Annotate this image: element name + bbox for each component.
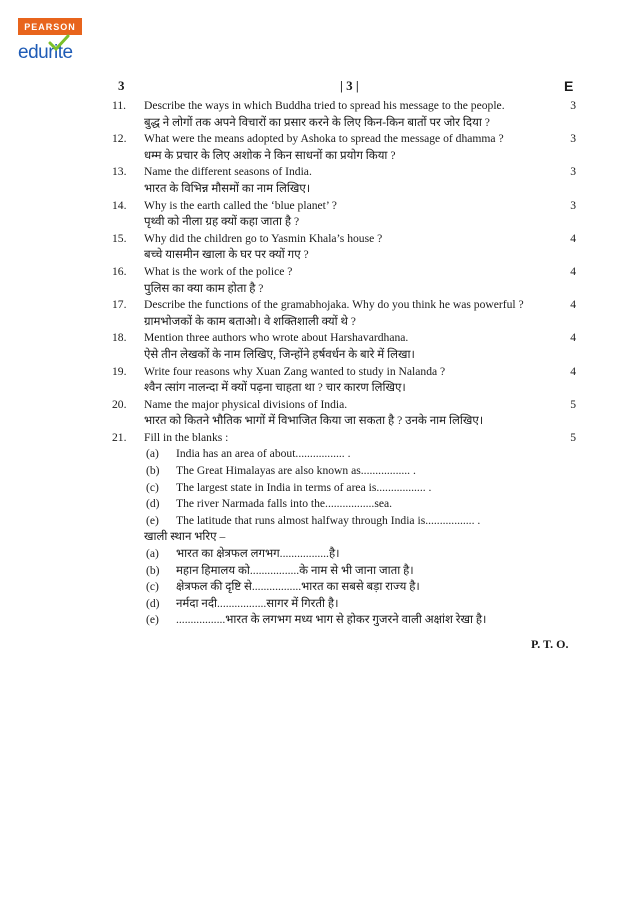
option-text: The largest state in India in terms of area is................. . — [176, 480, 432, 494]
blank-item-en — [112, 446, 576, 463]
option-text: नर्मदा नदी.................सागर में गिरती है। — [176, 596, 339, 610]
question-marks: 4 — [570, 298, 576, 312]
checkmark-icon — [48, 34, 70, 52]
question-text-en: Write four reasons why Xuan Zang wanted to study in Nalanda ? — [144, 364, 446, 378]
question-text-en: Why is the earth called the ‘blue planet’ ? — [144, 198, 337, 212]
question-marks: 5 — [570, 397, 576, 411]
blank-item-hi — [112, 612, 576, 629]
question-number: 14. — [112, 198, 127, 212]
brand-name: edurite — [18, 42, 73, 63]
question-marks: 4 — [570, 264, 576, 278]
option-label: (e) — [146, 613, 159, 627]
question-hi — [112, 247, 576, 264]
page-number: | 3 | — [340, 78, 359, 93]
option-label: (d) — [146, 596, 160, 610]
question-text-hi: ग्रामभोजकों के काम बताओ। वे शक्तिशाली क्यों थे ? — [144, 314, 356, 328]
question-hi — [112, 181, 576, 198]
question-text-hi: खाली स्थान भरिए – — [144, 530, 226, 544]
question-en — [112, 297, 576, 314]
question-text-en: Why did the children go to Yasmin Khala’s house ? — [144, 231, 383, 245]
option-text: The latitude that runs almost halfway through India is................. . — [176, 513, 481, 527]
blank-item-hi — [112, 579, 576, 596]
blank-item-hi — [112, 596, 576, 613]
question-en — [112, 131, 576, 148]
question-number: 19. — [112, 364, 127, 378]
question-list — [112, 98, 576, 629]
question-text-hi: भारत को कितने भौतिक भागों में विभाजित किया जा सकता है ? उनके नाम लिखिए। — [144, 414, 484, 428]
option-label: (d) — [146, 497, 160, 511]
option-label: (c) — [146, 580, 159, 594]
question-text-hi: बुद्ध ने लोगों तक अपने विचारों का प्रसार करने के लिए किन-किन बातों पर जोर दिया ? — [144, 115, 490, 129]
blank-heading-hi — [112, 529, 576, 546]
question-text-hi: बच्चे यासमीन खाला के घर पर क्यों गए ? — [144, 248, 309, 262]
question-en — [112, 98, 576, 115]
option-text: The Great Himalayas are also known as................. . — [176, 464, 416, 478]
question-text-hi: ऐसे तीन लेखकों के नाम लिखिए, जिन्होंने हर्षवर्धन के बारे में लिखा। — [144, 347, 415, 361]
question-en — [112, 164, 576, 181]
publisher-logo: PEARSON — [18, 18, 82, 35]
question-en — [112, 198, 576, 215]
question-hi — [112, 115, 576, 132]
question-text-hi: भारत के विभिन्न मौसमों का नाम लिखिए। — [144, 181, 311, 195]
question-text-en: Name the different seasons of India. — [144, 165, 312, 179]
blank-item-en — [112, 513, 576, 530]
question-text-en: Describe the functions of the gramabhojaka. Why do you think he was powerful ? — [144, 298, 524, 312]
page-header — [0, 78, 638, 94]
question-text-en: Fill in the blanks : — [144, 430, 229, 444]
question-hi — [112, 347, 576, 364]
header-left-mark: 3 — [118, 78, 125, 93]
question-text-en: Mention three authors who wrote about Harshavardhana. — [144, 331, 409, 345]
question-hi — [112, 380, 576, 397]
question-hi — [112, 413, 576, 430]
question-en — [112, 364, 576, 381]
question-number: 20. — [112, 397, 127, 411]
option-text: महान हिमालय को.................के नाम से भी जाना जाता है। — [176, 563, 414, 577]
question-en — [112, 264, 576, 281]
page-turn-note: P. T. O. — [531, 637, 569, 651]
question-number: 21. — [112, 430, 127, 444]
option-label: (b) — [146, 563, 160, 577]
blank-item-hi — [112, 546, 576, 563]
option-text: क्षेत्रफल की दृष्टि से.................भारत का सबसे बड़ा राज्य है। — [176, 580, 420, 594]
blank-item-en — [112, 463, 576, 480]
option-text: India has an area of about................. . — [176, 447, 351, 461]
option-label: (a) — [146, 547, 159, 561]
question-marks: 3 — [570, 99, 576, 112]
option-label: (c) — [146, 480, 159, 494]
option-label: (a) — [146, 447, 159, 461]
question-en — [112, 330, 576, 347]
question-number: 15. — [112, 231, 127, 245]
question-text-en: What is the work of the police ? — [144, 264, 293, 278]
question-hi — [112, 214, 576, 231]
option-text: .................भारत के लगभग मध्य भाग से होकर गुजरने वाली अक्षांश रेखा है। — [176, 613, 487, 627]
blank-item-hi — [112, 563, 576, 580]
question-number: 17. — [112, 298, 127, 312]
question-number: 11. — [112, 99, 127, 112]
question-text-en: What were the means adopted by Ashoka to spread the message of dhamma ? — [144, 132, 504, 146]
option-label: (b) — [146, 464, 160, 478]
question-number: 16. — [112, 264, 127, 278]
question-hi — [112, 148, 576, 165]
question-number: 12. — [112, 132, 127, 146]
question-marks: 4 — [570, 364, 576, 378]
question-en — [112, 231, 576, 248]
question-text-hi: पुलिस का क्या काम होता है ? — [144, 281, 264, 295]
question-text-hi: श्वैन त्सांग नालन्दा में क्यों पढ़ना चाहता था ? चार कारण लिखिए। — [144, 381, 406, 395]
question-marks: 5 — [570, 430, 576, 444]
question-marks: 4 — [570, 331, 576, 345]
blank-item-en — [112, 480, 576, 497]
question-text-en: Describe the ways in which Buddha tried to spread his message to the people. — [144, 99, 505, 112]
question-text-hi: पृथ्वी को नीला ग्रह क्यों कहा जाता है ? — [144, 215, 300, 229]
option-text: The river Narmada falls into the.................sea. — [176, 497, 393, 511]
question-marks: 3 — [570, 165, 576, 179]
question-hi — [112, 281, 576, 298]
set-code: E — [564, 78, 574, 94]
blank-item-en — [112, 496, 576, 513]
question-hi — [112, 314, 576, 331]
question-text-en: Name the major physical divisions of India. — [144, 397, 348, 411]
question-marks: 4 — [570, 231, 576, 245]
question-marks: 3 — [570, 198, 576, 212]
question-en — [112, 397, 576, 414]
question-number: 13. — [112, 165, 127, 179]
question-number: 18. — [112, 331, 127, 345]
question-marks: 3 — [570, 132, 576, 146]
question-en — [112, 430, 576, 447]
option-label: (e) — [146, 513, 159, 527]
question-text-hi: धम्म के प्रचार के लिए अशोक ने किन साधनों का प्रयोग किया ? — [144, 148, 396, 162]
option-text: भारत का क्षेत्रफल लगभग.................है। — [176, 547, 340, 561]
